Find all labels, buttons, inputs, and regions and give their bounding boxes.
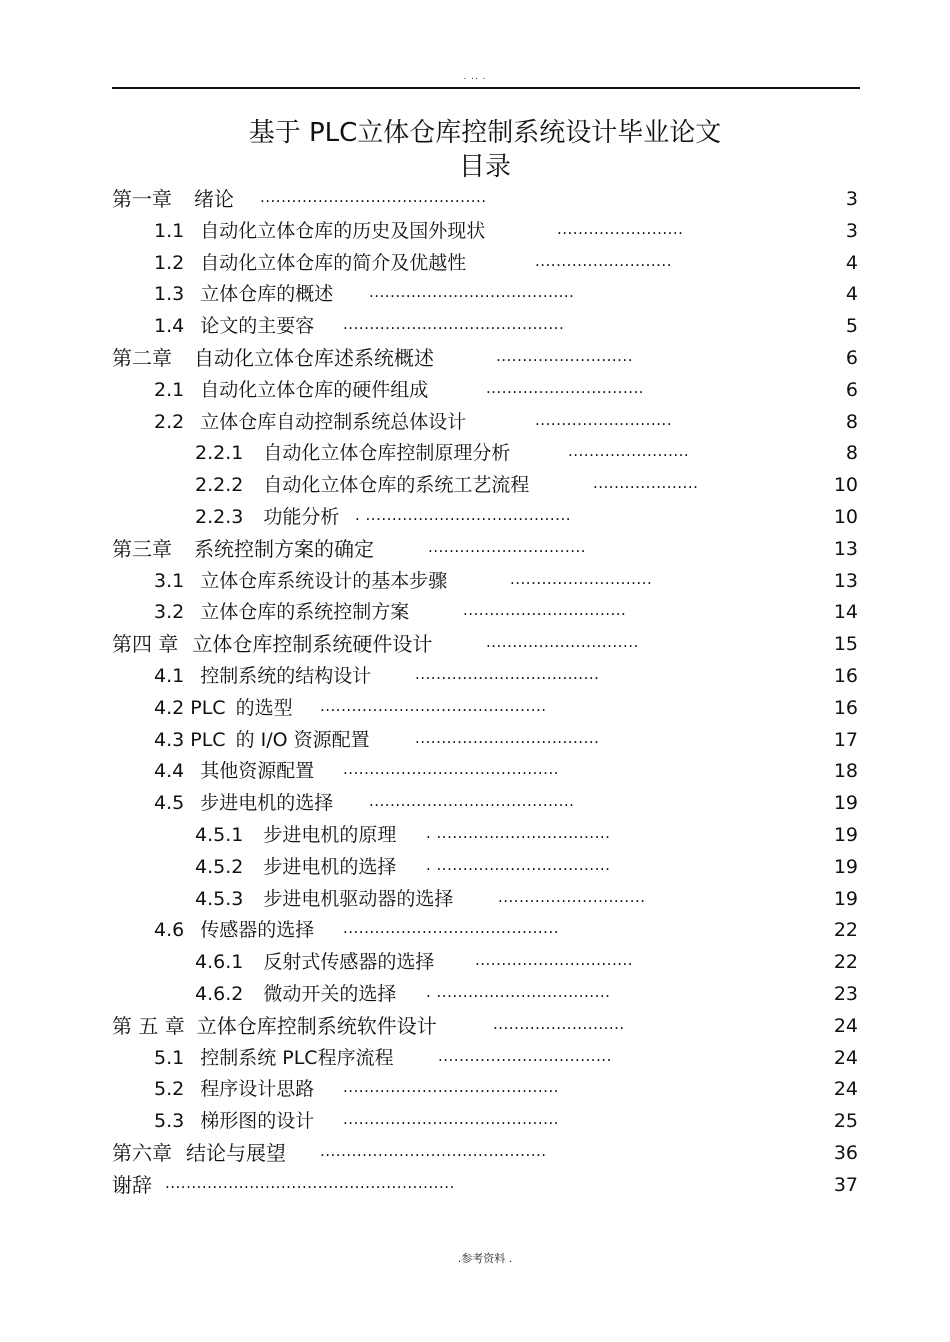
toc-entry-title [154, 693, 293, 725]
toc-entry-title [154, 1043, 394, 1075]
toc-entry-number: 4.6.1 [195, 951, 244, 974]
toc-entry-title [154, 407, 466, 439]
toc-entry-text: 步进电机的原理 [263, 823, 397, 846]
toc-leader-dots: ......................................... [343, 1078, 559, 1097]
toc-entry [0, 566, 950, 598]
toc-entry-text: 自动化立体仓库的历史及国外现状 [200, 219, 486, 242]
toc-entry-text: 梯形图的设计 [200, 1110, 315, 1133]
toc-entry-number: 4.1 [154, 664, 185, 687]
toc-entry-text: 自动化立体仓库控制原理分析 [263, 442, 511, 465]
toc-entry-number: 4.6 [154, 919, 185, 942]
toc-leader-dots: ......................................... [343, 760, 559, 779]
toc-entry-text: 立体仓库自动控制系统总体设计 [200, 410, 467, 433]
toc-page-number: 37 [833, 1173, 858, 1196]
toc-entry [0, 311, 950, 343]
toc-entry-title [154, 1074, 314, 1106]
toc-leader-dots: . ................................. [426, 982, 611, 1001]
toc-entry [0, 407, 950, 439]
toc-entry-title [154, 566, 447, 598]
toc-entry-number: 4.6.2 [195, 982, 244, 1005]
toc-entry [0, 629, 950, 661]
toc-leader-dots: .......................... [496, 346, 633, 365]
toc-entry-number: 4.2 PLC [154, 696, 226, 719]
toc-leader-dots: ................................. [438, 1046, 612, 1065]
toc-entry-title [154, 375, 428, 407]
toc-page-number: 6 [845, 378, 858, 401]
toc-leader-dots: .......................................... [343, 315, 565, 334]
toc-entry-number: 2.2 [154, 410, 185, 433]
toc-page-number: 8 [845, 442, 858, 465]
toc-entry-text: 功能分析 [263, 505, 340, 528]
toc-page-number: 6 [845, 346, 858, 369]
toc-page-number: 18 [833, 760, 858, 783]
toc-entry-number: 4.5.2 [195, 855, 244, 878]
toc-entry-text: 的选型 [235, 696, 293, 719]
toc-leader-dots: . ....................................... [355, 505, 571, 524]
toc-entry-text: 论文的主要容 [200, 315, 315, 338]
toc-entry-title [154, 756, 314, 788]
toc-leader-dots: .............................. [486, 378, 645, 397]
toc-entry-number: 5.2 [154, 1078, 185, 1101]
toc-page-number: 36 [833, 1141, 858, 1164]
toc-entry-title [154, 279, 333, 311]
toc-entry [0, 979, 950, 1011]
toc-entry-title [112, 534, 374, 566]
toc-entry-title [154, 788, 333, 820]
toc-leader-dots: ....................................................... [165, 1173, 455, 1192]
toc-entry-text: 自动化立体仓库述系统概述 [194, 345, 434, 370]
toc-entry-title [112, 1011, 437, 1043]
toc-entry [0, 884, 950, 916]
toc-leader-dots: ........................................... [320, 1141, 547, 1160]
toc-leader-dots: ........................................... [320, 696, 547, 715]
document-title: 基于 PLC立体仓库控制系统设计毕业论文 [248, 118, 722, 148]
toc-heading: 目录 [458, 152, 511, 182]
toc-entry-title [195, 502, 339, 534]
toc-entry [0, 820, 950, 852]
toc-page-number: 19 [833, 823, 858, 846]
toc-entry-text: 控制系统的结构设计 [200, 664, 372, 687]
toc-entry [0, 375, 950, 407]
toc-leader-dots: ......................................... [343, 919, 559, 938]
toc-entry-text: 的 I/O 资源配置 [235, 728, 370, 751]
toc-page-number: 14 [833, 601, 858, 624]
toc-entry-title [195, 884, 453, 916]
toc-page-number: 10 [833, 474, 858, 497]
toc-leader-dots: ......................................... [343, 1110, 559, 1129]
toc-entry [0, 788, 950, 820]
toc-page-number: 19 [833, 792, 858, 815]
toc-entry-text: 立体仓库的概述 [200, 283, 334, 306]
toc-entry-text: 自动化立体仓库的硬件组成 [200, 378, 429, 401]
toc-page-number: 24 [833, 1014, 858, 1037]
toc-entry [0, 1011, 950, 1043]
toc-entry-title [195, 852, 396, 884]
toc-entry-number: 第四 章 [112, 632, 179, 657]
toc-entry-text: 反射式传感器的选择 [263, 951, 435, 974]
toc-entry-number: 2.2.1 [195, 442, 244, 465]
toc-page-number: 13 [833, 569, 858, 592]
toc-entry [0, 216, 950, 248]
toc-entry-title [154, 1106, 314, 1138]
toc-entry [0, 725, 950, 757]
toc-entry [0, 184, 950, 216]
toc-page-number: 22 [833, 919, 858, 942]
toc-entry [0, 852, 950, 884]
toc-entry-title [154, 725, 370, 757]
toc-entry-title [154, 311, 314, 343]
toc-page-number: 24 [833, 1046, 858, 1069]
toc-entry-title [154, 915, 314, 947]
toc-entry-number: 4.5 [154, 792, 185, 815]
toc-entry-title [154, 661, 371, 693]
toc-entry-text: 自动化立体仓库的系统工艺流程 [263, 474, 530, 497]
toc-entry [0, 756, 950, 788]
toc-entry-title [195, 947, 434, 979]
toc-entry-number: 1.3 [154, 283, 185, 306]
toc-leader-dots: ............................... [463, 601, 627, 620]
toc-entry-title [154, 248, 466, 280]
toc-leader-dots: ............................ [498, 887, 646, 906]
toc-entry-number: 第 五 章 [112, 1013, 185, 1038]
toc-entry-title [195, 979, 396, 1011]
toc-entry [0, 693, 950, 725]
toc-leader-dots: ........................................... [260, 188, 487, 206]
toc-page-number: 17 [833, 728, 858, 751]
toc-entry-number: 4.3 PLC [154, 728, 226, 751]
toc-entry-number: 谢辞 [112, 1172, 152, 1197]
toc-entry-number: 3.2 [154, 601, 185, 624]
toc-leader-dots: ................................... [415, 728, 600, 747]
toc-entry [0, 1074, 950, 1106]
header-dots: . .. . [463, 72, 487, 82]
toc-entry-title [195, 470, 529, 502]
toc-entry-number: 2.1 [154, 378, 185, 401]
toc-leader-dots: .......................... [535, 251, 672, 270]
toc-entry [0, 343, 950, 375]
toc-page-number: 15 [833, 633, 858, 656]
toc-entry-text: 步进电机的选择 [200, 792, 334, 815]
toc-entry-number: 2.2.3 [195, 505, 244, 528]
toc-entry [0, 248, 950, 280]
page-footer: .参考资料 . [457, 1252, 513, 1265]
toc-page-number: 4 [845, 251, 858, 274]
toc-page-number: 10 [833, 505, 858, 528]
toc-leader-dots: .................... [593, 474, 699, 493]
toc-entry-number: 1.1 [154, 219, 185, 242]
toc-entry [0, 1106, 950, 1138]
toc-page-number: 13 [833, 537, 858, 560]
toc-entry-number: 4.4 [154, 760, 185, 783]
toc-leader-dots: .......................... [535, 410, 672, 429]
toc-leader-dots: ........................... [510, 569, 653, 588]
toc-entry [0, 470, 950, 502]
toc-page-number: 8 [845, 410, 858, 433]
toc-entry-title [154, 216, 485, 248]
toc-entry-text: 其他资源配置 [200, 760, 315, 783]
toc-entry-text: 微动开关的选择 [263, 982, 397, 1005]
toc-entry-text: 程序设计思路 [200, 1078, 315, 1101]
toc-entry-text: 传感器的选择 [200, 919, 315, 942]
toc-leader-dots: .............................. [428, 537, 587, 556]
toc-entry-number: 3.1 [154, 569, 185, 592]
toc-entry-text: 立体仓库系统设计的基本步骤 [200, 569, 448, 592]
toc-leader-dots: . ................................. [426, 855, 611, 874]
toc-entry-title [112, 1138, 286, 1170]
toc-entry-text: 结论与展望 [186, 1140, 286, 1165]
toc-entry-title [112, 629, 432, 661]
toc-entry [0, 1170, 950, 1202]
toc-entry-text: 绪论 [194, 187, 234, 211]
toc-leader-dots: ............................. [486, 633, 639, 652]
toc-page-number: 25 [833, 1110, 858, 1133]
toc-entry-text: 系统控制方案的确定 [194, 536, 374, 561]
toc-entry-text: 立体仓库的系统控制方案 [200, 601, 410, 624]
toc-entry-title [112, 343, 434, 375]
toc-entry-text: 控制系统 PLC程序流程 [200, 1046, 394, 1069]
toc-leader-dots: .............................. [475, 951, 634, 970]
toc-entry [0, 438, 950, 470]
toc-page-number: 19 [833, 887, 858, 910]
toc-entry [0, 597, 950, 629]
toc-page-number: 3 [845, 219, 858, 242]
toc-entry [0, 1043, 950, 1075]
toc-entry-number: 4.5.3 [195, 887, 244, 910]
toc-leader-dots: ....................... [568, 442, 690, 461]
toc-leader-dots: ....................................... [369, 792, 575, 811]
toc-entry-number: 第三章 [112, 536, 172, 561]
toc-entry-title [195, 438, 510, 470]
toc-entry-number: 第二章 [112, 345, 172, 370]
toc-page-number: 3 [845, 188, 858, 210]
toc-page-number: 19 [833, 855, 858, 878]
toc-entry [0, 661, 950, 693]
toc-entry-number: 5.3 [154, 1110, 185, 1133]
toc-entry-title [112, 184, 234, 216]
toc-entry-title [154, 597, 409, 629]
toc-leader-dots: ....................................... [369, 283, 575, 302]
toc-entry-number: 1.2 [154, 251, 185, 274]
toc-leader-dots: . ................................. [426, 823, 611, 842]
toc-entry [0, 1138, 950, 1170]
toc-page-number: 22 [833, 951, 858, 974]
toc-leader-dots: ......................... [493, 1014, 625, 1033]
toc-leader-dots: ........................ [557, 219, 684, 238]
table-of-contents [0, 184, 950, 1202]
toc-page-number: 23 [833, 982, 858, 1005]
toc-entry-text: 立体仓库控制系统硬件设计 [192, 632, 433, 657]
toc-entry-text: 自动化立体仓库的简介及优越性 [200, 251, 467, 274]
toc-entry [0, 279, 950, 311]
toc-entry-number: 第六章 [112, 1140, 172, 1165]
toc-entry-text: 立体仓库控制系统软件设计 [196, 1013, 437, 1038]
toc-page-number: 4 [845, 283, 858, 306]
header-rule [112, 87, 860, 89]
toc-page-number: 5 [845, 315, 858, 338]
toc-entry-number: 4.5.1 [195, 823, 244, 846]
toc-entry-number: 1.4 [154, 315, 185, 338]
toc-entry-number: 第一章 [112, 187, 172, 211]
toc-page-number: 16 [833, 696, 858, 719]
toc-entry-text: 步进电机的选择 [263, 855, 397, 878]
toc-entry [0, 534, 950, 566]
toc-entry [0, 502, 950, 534]
toc-entry-title [195, 820, 396, 852]
toc-entry-number: 2.2.2 [195, 474, 244, 497]
toc-entry-number: 5.1 [154, 1046, 185, 1069]
toc-entry-text: 步进电机驱动器的选择 [263, 887, 454, 910]
toc-entry [0, 915, 950, 947]
toc-page-number: 24 [833, 1078, 858, 1101]
toc-entry [0, 947, 950, 979]
toc-entry-title [112, 1170, 152, 1202]
toc-leader-dots: ................................... [415, 664, 600, 683]
toc-page-number: 16 [833, 664, 858, 687]
